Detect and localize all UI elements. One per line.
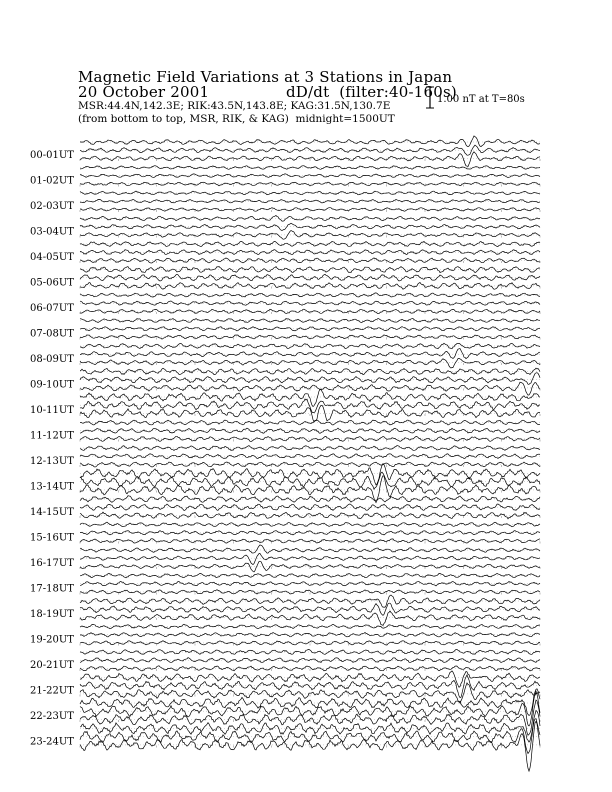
row-label: 07-08UT: [30, 328, 74, 340]
row-label: 16-17UT: [30, 558, 74, 569]
row-label: 10-11UT: [30, 405, 74, 416]
row-label: 09-10UT: [30, 379, 74, 391]
magnetic-trace-MSR: [80, 561, 540, 572]
row-label: 00-01UT: [30, 150, 74, 161]
row-label: 02-03UT: [30, 201, 74, 212]
magnetic-trace-RIK: [80, 327, 540, 331]
quantity-label: dD/dt: [286, 83, 330, 101]
magnetic-trace-RIK: [80, 582, 540, 586]
magnetic-trace-RIK: [80, 472, 540, 489]
magnetic-trace-KAG: [80, 711, 540, 743]
magnetic-trace-KAG: [80, 671, 540, 687]
magnetic-trace-RIK: [80, 399, 540, 413]
row-label: 22-23UT: [30, 711, 74, 722]
magnetic-trace-KAG: [80, 595, 540, 607]
order-note: (from bottom to top, MSR, RIK, & KAG): [78, 113, 289, 125]
magnetic-trace-RIK: [80, 373, 540, 385]
row-label: 11-12UT: [30, 430, 74, 442]
row-label: 08-09UT: [30, 354, 74, 365]
row-label: 12-13UT: [30, 456, 74, 467]
row-label: 23-24UT: [30, 736, 74, 748]
row-label: 14-15UT: [30, 507, 74, 518]
magnetic-trace-KAG: [80, 545, 540, 553]
filter-label: (filter:40-160s): [339, 83, 457, 101]
row-label: 15-16UT: [30, 532, 74, 544]
row-label: 17-18UT: [30, 583, 74, 595]
row-label: 04-05UT: [30, 252, 74, 263]
magnetic-trace-KAG: [80, 216, 540, 222]
magnetic-trace-MSR: [80, 700, 540, 735]
magnetic-trace-RIK: [80, 174, 540, 178]
date-label: 20 October 2001: [78, 83, 210, 101]
row-label: 13-14UT: [30, 481, 74, 493]
magnetic-trace-RIK: [80, 301, 540, 305]
row-label: 18-19UT: [30, 609, 74, 620]
row-label: 20-21UT: [30, 660, 74, 671]
row-label: 01-02UT: [30, 175, 74, 187]
magnetic-trace-KAG: [80, 136, 540, 147]
magnetic-trace-RIK: [80, 554, 540, 565]
stations-label: MSR:44.4N,142.3E; RIK:43.5N,143.8E; KAG:31.5N,130.7E: [78, 100, 391, 112]
row-label: 21-22UT: [30, 685, 74, 697]
magnetic-trace-RIK: [80, 349, 540, 359]
magnetic-trace-KAG: [80, 496, 540, 503]
row-label: 05-06UT: [30, 277, 74, 289]
row-label: 19-20UT: [30, 634, 74, 646]
magnetic-trace-KAG: [80, 293, 540, 297]
row-label: 03-04UT: [30, 226, 74, 238]
magnetic-trace-KAG: [80, 389, 540, 406]
scale-bar-label: 1.00 nT at T=80s: [437, 94, 525, 105]
row-label: 06-07UT: [30, 303, 74, 314]
magnetic-trace-KAG: [80, 343, 540, 349]
chart-title: Magnetic Field Variations at 3 Stations in Japan: [78, 68, 453, 86]
midnight-note: midnight=1500UT: [295, 113, 395, 125]
